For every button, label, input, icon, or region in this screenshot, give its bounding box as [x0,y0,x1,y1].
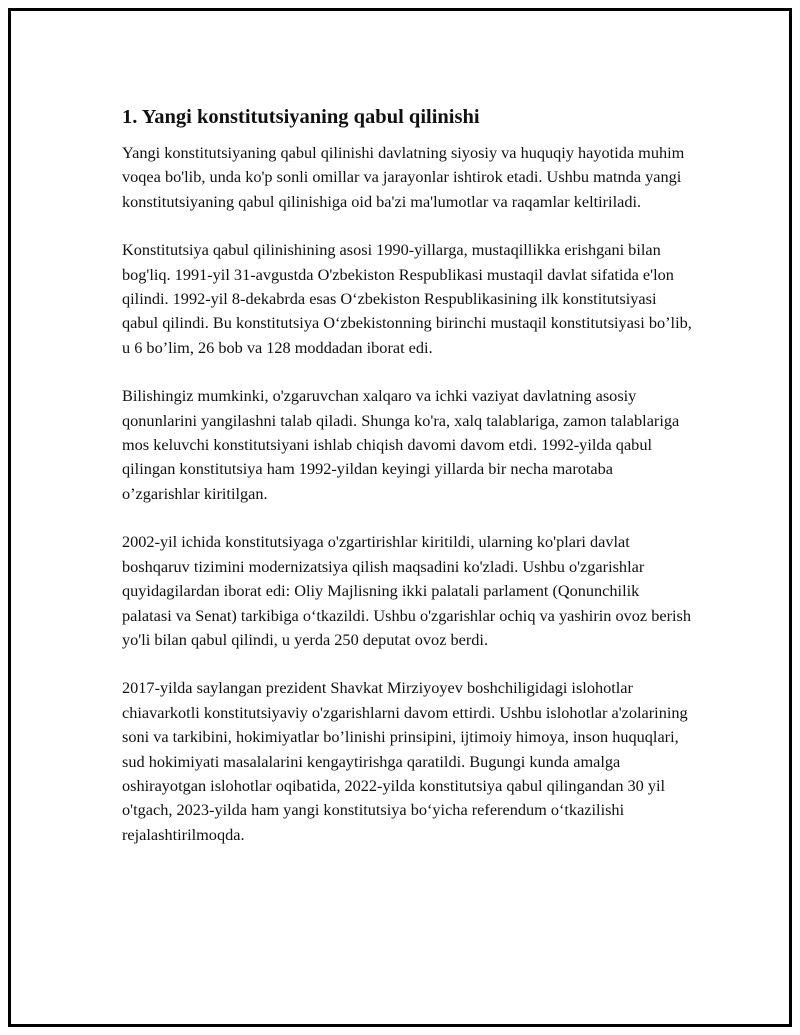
paragraph-2002-amendments: 2002-yil ichida konstitutsiyaga o'zgartirishlar kiritildi, ularning ko'plari davlat boshqaruv tizimini modernizatsiya qilish maqsadini ko'zladi. Ushbu o'zgarishlar quyidagilardan iborat edi: Oliy Majlisning ikki palatali parlament (Qonunchilik palatasi va Senat) tarkibiga o‘tkazildi. Ushbu o'zgarishlar ochiq va yashirin ovoz berish yo'li bilan qabul qilindi, u yerda 250 deputat ovoz berdi. [122,532,691,649]
paragraph-2017-reforms: 2017-yilda saylangan prezident Shavkat Mirziyoyev boshchiligidagi islohotlar chiavarkotli konstitutsiyaviy o'zgarishlarni davom ettirdi. Ushbu islohotlar a'zolarining soni va tarkibini, hokimiyatlar bo’linishi prinsipini, ijtimoiy himoya, inson huquqlari, sud hokimiyati masalalarini kengaytirishga qaratildi. Bugungi kunda amalga oshirayotgan islohotlar oqibatida, 2022-yilda konstitutsiya qabul qilingandan 30 yil o'tgach, 2023-yilda ham yangi konstitutsiya bo‘yicha referendum o‘tkazilishi rejalashtirilmoqda. [122,678,688,844]
paragraph-intro: Yangi konstitutsiyaning qabul qilinishi davlatning siyosiy va huquqiy hayotida muhim voqea bo'lib, unda ko'p sonli omillar va jarayonlar ishtirok etadi. Ushbu matnda yangi konstitutsiyaning qabul qilinishiga oid ba'zi ma'lumotlar va raqamlar keltiriladi. [122,143,685,211]
page-frame [8,8,792,1027]
section-heading: 1. Yangi konstitutsiyaning qabul qilinishi [122,106,480,128]
document-body [122,103,692,871]
paragraph-independence: Konstitutsiya qabul qilinishining asosi 1990-yillarga, mustaqillikka erishgani bilan bog'liq. 1991-yil 31-avgustda O'zbekiston Respublikasi mustaqil davlat sifatida e'lon qilindi. 1992-yil 8-dekabrda esas O‘zbekiston Respublikasining ilk konstitutsiyasi qabul qilindi. Bu konstitutsiya O‘zbekistonning birinchi mustaqil konstitutsiyasi bo’lib, u 6 bo’lim, 26 bob va 128 moddadan iborat edi. [122,240,692,357]
paragraph-changing-situation: Bilishingiz mumkinki, o'zgaruvchan xalqaro va ichki vaziyat davlatning asosiy qonunlarini yangilashni talab qiladi. Shunga ko'ra, xalq talablariga, zamon talablariga mos keluvchi konstitutsiyani ishlab chiqish davomi davom etdi. 1992-yilda qabul qilingan konstitutsiya ham 1992-yildan keyingi yillarda bir necha marotaba o’zgarishlar kiritilgan. [122,386,680,503]
